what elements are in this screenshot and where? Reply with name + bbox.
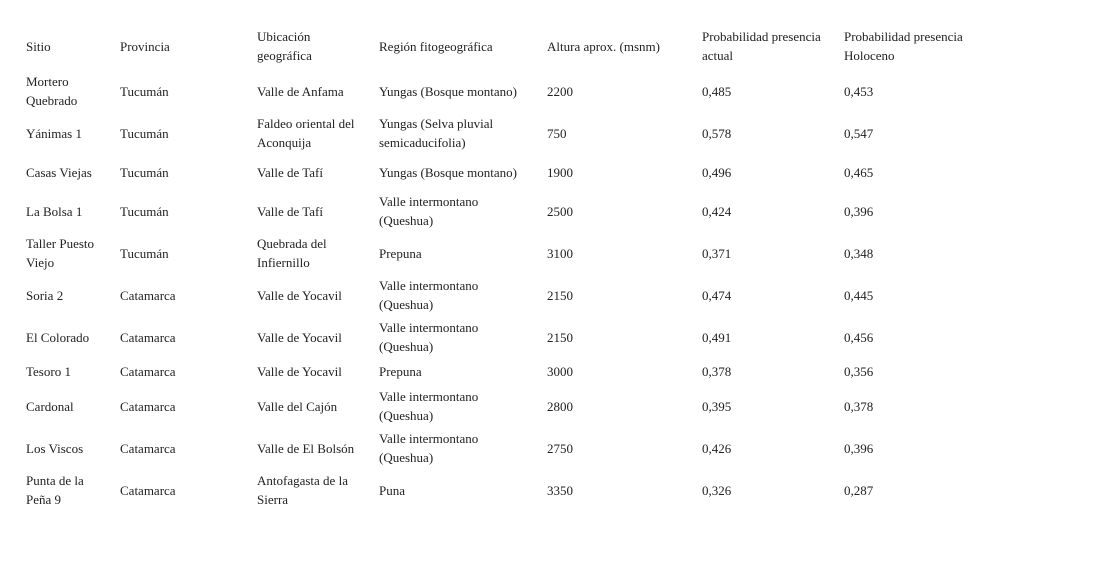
cell-ubicacion: Valle de Anfama bbox=[257, 83, 344, 99]
cell-prob-holoceno: 0,453 bbox=[844, 83, 874, 99]
cell-altura: 3350 bbox=[547, 482, 573, 498]
cell-sitio: Soria 2 bbox=[26, 287, 64, 303]
cell-ubicacion: Faldeo oriental del Aconquija bbox=[257, 116, 355, 150]
header-provincia: Provincia bbox=[120, 38, 170, 54]
table-row bbox=[20, 190, 998, 232]
sites-table bbox=[20, 26, 998, 511]
cell-prob-holoceno: 0,445 bbox=[844, 287, 874, 303]
cell-region: Valle intermontano (Queshua) bbox=[379, 194, 479, 228]
cell-ubicacion: Valle de El Bolsón bbox=[257, 440, 355, 456]
table-row bbox=[20, 70, 998, 112]
cell-provincia: Tucumán bbox=[120, 125, 169, 141]
cell-prob-holoceno: 0,348 bbox=[844, 245, 874, 261]
table-row bbox=[20, 112, 998, 154]
cell-ubicacion: Quebrada del Infiernillo bbox=[257, 236, 327, 270]
cell-sitio: Mortero Quebrado bbox=[26, 74, 78, 108]
cell-region: Valle intermontano (Queshua) bbox=[379, 320, 479, 354]
cell-prob-actual: 0,426 bbox=[702, 440, 732, 456]
table-row bbox=[20, 358, 998, 385]
cell-prob-actual: 0,424 bbox=[702, 203, 732, 219]
cell-prob-holoceno: 0,396 bbox=[844, 440, 874, 456]
header-ubicacion: Ubicación geográfica bbox=[257, 29, 312, 63]
cell-prob-actual: 0,474 bbox=[702, 287, 732, 303]
table-row bbox=[20, 385, 998, 427]
cell-prob-holoceno: 0,456 bbox=[844, 329, 874, 345]
cell-region: Yungas (Bosque montano) bbox=[379, 164, 517, 180]
cell-altura: 2800 bbox=[547, 398, 573, 414]
cell-altura: 3000 bbox=[547, 364, 573, 379]
cell-ubicacion: Valle de Tafí bbox=[257, 203, 323, 219]
cell-prob-actual: 0,485 bbox=[702, 83, 732, 99]
cell-provincia: Catamarca bbox=[120, 482, 176, 498]
cell-ubicacion: Valle de Tafí bbox=[257, 164, 323, 180]
cell-prob-holoceno: 0,465 bbox=[844, 164, 874, 180]
table-row bbox=[20, 154, 998, 190]
cell-ubicacion: Valle de Yocavil bbox=[257, 329, 342, 345]
cell-region: Puna bbox=[379, 482, 405, 498]
table-row bbox=[20, 316, 998, 358]
table-row bbox=[20, 274, 998, 316]
cell-sitio: La Bolsa 1 bbox=[26, 203, 83, 219]
cell-provincia: Tucumán bbox=[120, 203, 169, 219]
cell-prob-holoceno: 0,287 bbox=[844, 482, 874, 498]
cell-prob-actual: 0,491 bbox=[702, 329, 732, 345]
cell-ubicacion: Valle del Cajón bbox=[257, 398, 338, 414]
cell-sitio: Punta de la Peña 9 bbox=[26, 473, 84, 507]
header-row bbox=[20, 26, 998, 70]
cell-ubicacion: Valle de Yocavil bbox=[257, 364, 342, 379]
cell-provincia: Tucumán bbox=[120, 164, 169, 180]
cell-provincia: Catamarca bbox=[120, 398, 176, 414]
cell-prob-actual: 0,395 bbox=[702, 398, 732, 414]
table-row bbox=[20, 469, 998, 511]
cell-provincia: Tucumán bbox=[120, 83, 169, 99]
cell-sitio: Cardonal bbox=[26, 398, 74, 414]
cell-ubicacion: Valle de Yocavil bbox=[257, 287, 342, 303]
cell-provincia: Catamarca bbox=[120, 287, 176, 303]
table-header bbox=[20, 26, 998, 70]
table-row bbox=[20, 232, 998, 274]
cell-prob-actual: 0,578 bbox=[702, 125, 732, 141]
cell-altura: 2750 bbox=[547, 440, 573, 456]
cell-altura: 2150 bbox=[547, 287, 573, 303]
cell-provincia: Catamarca bbox=[120, 329, 176, 345]
cell-region: Yungas (Selva pluvial semicaducifolia) bbox=[379, 116, 494, 150]
cell-provincia: Catamarca bbox=[120, 440, 176, 456]
cell-prob-actual: 0,326 bbox=[702, 482, 732, 498]
cell-prob-holoceno: 0,547 bbox=[844, 125, 874, 141]
header-prob-holoceno: Probabilidad presencia Holoceno bbox=[844, 29, 963, 63]
cell-prob-actual: 0,496 bbox=[702, 164, 732, 180]
cell-sitio: Yánimas 1 bbox=[26, 125, 82, 141]
header-region: Región fitogeográfica bbox=[379, 38, 493, 54]
cell-sitio: Los Viscos bbox=[26, 440, 84, 456]
cell-sitio: Tesoro 1 bbox=[26, 364, 71, 379]
cell-sitio: Casas Viejas bbox=[26, 164, 92, 180]
header-sitio: Sitio bbox=[26, 38, 51, 54]
cell-provincia: Tucumán bbox=[120, 245, 169, 261]
cell-altura: 2500 bbox=[547, 203, 573, 219]
cell-prob-holoceno: 0,396 bbox=[844, 203, 874, 219]
cell-prob-actual: 0,371 bbox=[702, 245, 732, 261]
header-altura: Altura aprox. (msnm) bbox=[547, 38, 661, 54]
cell-sitio: El Colorado bbox=[26, 329, 90, 345]
cell-provincia: Catamarca bbox=[120, 364, 176, 379]
cell-region: Yungas (Bosque montano) bbox=[379, 83, 517, 99]
cell-altura: 750 bbox=[547, 125, 567, 141]
cell-region: Valle intermontano (Queshua) bbox=[379, 431, 479, 465]
cell-altura: 2200 bbox=[547, 83, 573, 99]
table-body bbox=[20, 70, 998, 511]
cell-prob-holoceno: 0,378 bbox=[844, 398, 874, 414]
cell-altura: 2150 bbox=[547, 329, 573, 345]
table-row bbox=[20, 427, 998, 469]
cell-region: Prepuna bbox=[379, 245, 422, 261]
cell-altura: 1900 bbox=[547, 164, 573, 180]
cell-region: Valle intermontano (Queshua) bbox=[379, 278, 479, 312]
cell-prob-holoceno: 0,356 bbox=[844, 364, 874, 379]
cell-prob-actual: 0,378 bbox=[702, 364, 732, 379]
header-prob-actual: Probabilidad presencia actual bbox=[702, 29, 821, 63]
cell-sitio: Taller Puesto Viejo bbox=[26, 236, 95, 270]
cell-region: Valle intermontano (Queshua) bbox=[379, 389, 479, 423]
cell-ubicacion: Antofagasta de la Sierra bbox=[257, 473, 348, 507]
cell-altura: 3100 bbox=[547, 245, 573, 261]
cell-region: Prepuna bbox=[379, 364, 422, 379]
